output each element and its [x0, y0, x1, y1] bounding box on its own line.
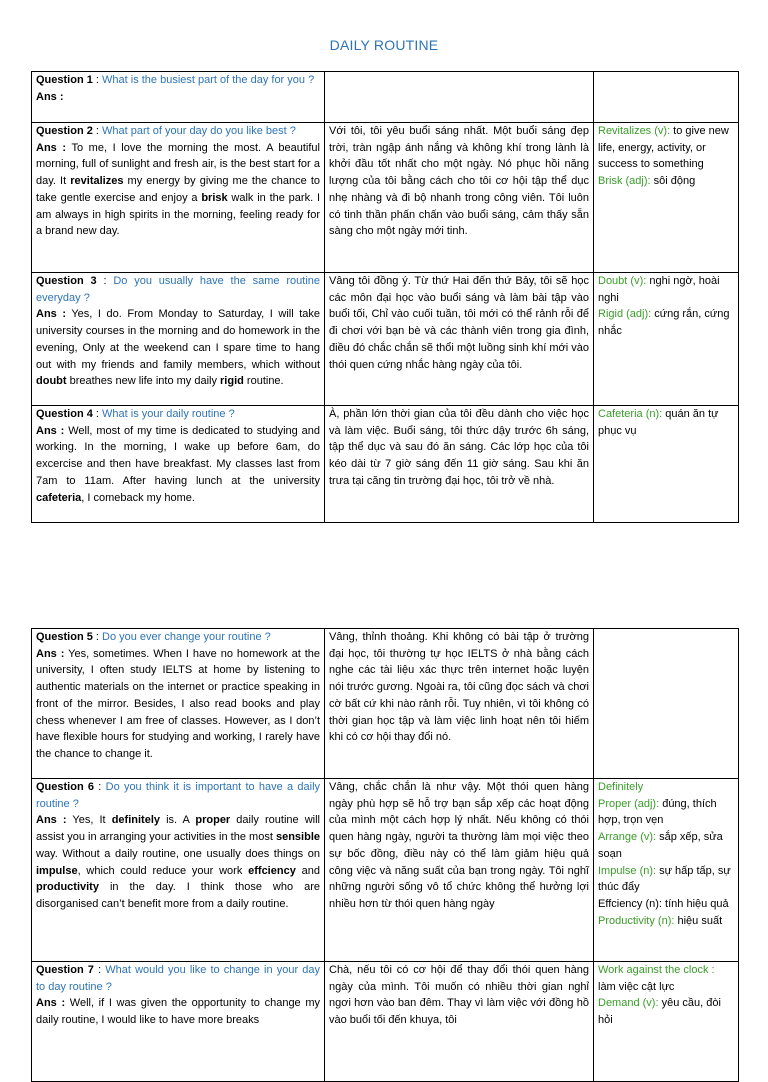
answer-text: and: [295, 864, 320, 877]
translation-text: Vâng, thỉnh thoảng. Khi không có bài tập ở trường đại học, tôi thường tự học IELTS ở nhà bằng cách nghe các tài liệu xác thực trên internet hoặc luyện nói trước gương. Ngoài ra, tôi cũng đọc sách và chơi cờ bất cứ khi nào rảnh rỗi. Tuy nhiên, vì tôi không có thời gian học tập và làm việc linh hoạt nên tôi hiếm khi có cơ hội thay đổi nó.: [329, 631, 589, 744]
answer-text: way. Without a daily routine, one usually does things on: [36, 847, 320, 860]
vocab-term: Work against the clock :: [598, 964, 715, 976]
vietnamese-translation-cell: [325, 273, 594, 406]
answer-text: Well, most of my time is dedicated to studying and working. In the morning, I wake up before 6am, do excercise and then have breakfast. My classes last from 7am to 11am. After having lunch at the university: [36, 424, 320, 487]
english-answer-cell: Question 6 : Do you think it is important to have a daily routine ? Ans : Yes, It definitely is. A proper daily routine will assist you in arranging your activities in the most sensible way. Without a daily routine, one usually does things on impulse, which could reduce your work effciency and productivity in the day. I think those who are disorganised can’t benefit more from a daily routine.: [32, 779, 325, 962]
key-word: revitalizes: [70, 175, 124, 188]
answer-label: Ans :: [36, 424, 65, 437]
vocab-term: Revitalizes (v):: [598, 125, 671, 137]
answer-text: is. A: [160, 814, 196, 827]
vocab-definition: sự hấp tấp, sự thúc đẩy: [598, 864, 731, 894]
translation-text: Với tôi, tôi yêu buổi sáng nhất. Một buổi sáng đẹp trời, tràn ngập ánh nắng và không khí trong lành là khởi đầu tốt nhất cho một ngày. Nó phục hồi năng lượng của tôi bằng cách cho tôi cơ hội tập thể dục nhẹ nhàng và đi bộ nhanh trong công viên. Tôi luôn có tinh thần phấn chấn vào buổi sáng, cảm thấy sẵn sàng cho một ngày mới tinh.: [329, 125, 589, 238]
question-text: Do you ever change your routine ?: [102, 631, 271, 643]
vocab-definition: to give new life, energy, activity, or success to something: [598, 125, 729, 171]
table-row: [32, 123, 739, 273]
answer-text: , which could reduce your work: [77, 864, 249, 877]
answer-text: , I comeback my home.: [81, 491, 195, 504]
key-word: rigid: [220, 375, 244, 388]
question-text: What is the busiest part of the day for you ?: [102, 74, 315, 86]
page-title: DAILY ROUTINE: [329, 37, 439, 53]
answer-label: Ans :: [36, 814, 67, 827]
answer-text: Yes, It: [66, 814, 112, 827]
qa-table-2: [31, 628, 739, 1082]
vietnamese-translation-cell: [325, 123, 594, 273]
question-text: What would you like to change in your day to day routine ?: [36, 964, 321, 993]
english-answer-cell: Question 4 : What is your daily routine ? Ans : Well, most of my time is dedicated to studying and working. In the morning, I wake up before 6am, do excercise and then have breakfast. My classes last from 7am to 11am. After having lunch at the university cafeteria, I comeback my home.: [32, 406, 325, 523]
vietnamese-translation-cell: [325, 779, 594, 962]
vocab-term: Brisk (adj):: [598, 175, 651, 188]
english-answer-cell: Question 3 : Do you usually have the same routine everyday ? Ans : Yes, I do. From Monday to Saturday, I will take university courses in the morning and do homework in the evening, Only at the weekend can I spare time to hang out with my friends and family members, which without doubt breathes new life into my daily rigid routine.: [32, 273, 325, 406]
vietnamese-translation-cell: [325, 962, 594, 1082]
answer-text: routine.: [243, 375, 284, 388]
vocabulary-cell: [594, 123, 739, 273]
english-answer-cell: Question 5 : Do you ever change your routine ? Ans : Yes, sometimes. When I have no homework at the university, I often study IELTS at home by listening to authentic materials on the internet or practice speaking in front of the mirror. Besides, I also read books and play chess whenever I am free of classes. However, as I don’t have flexible hours for studying and working, I rarely have the chance to change it.: [32, 629, 325, 779]
answer-text: Well, if I was given the opportunity to change my daily routine, I would like to have more breaks: [36, 997, 320, 1027]
vocab-term: Impulse (n):: [598, 864, 657, 877]
vocab-definition: cứng rắn, cứng nhắc: [598, 308, 730, 338]
key-word: definitely: [111, 814, 160, 827]
answer-label: Ans :: [36, 647, 65, 660]
question-label: Question 1: [36, 74, 93, 86]
vocab-definition: yêu cầu, đòi hỏi: [598, 997, 721, 1027]
translation-text: À, phần lớn thời gian của tôi đều dành cho việc học và làm việc. Buổi sáng, tôi thức dậy trước 6h sáng, tập thể dục và sau đó ăn sáng. Các lớp học của tôi kéo dài từ 7 giờ sáng đến 11 giờ sáng. Sau khi ăn trưa tại căng tin trường đại học, tôi trở về nhà.: [329, 408, 589, 487]
answer-text: walk in the park. I am always in high spirits in the morning, feeling ready for a brand new day.: [36, 191, 320, 238]
question-label: Question 5: [36, 631, 93, 643]
question-label: Question 6: [36, 781, 95, 793]
vocabulary-cell: [594, 629, 739, 779]
vietnamese-translation-cell: [325, 72, 594, 123]
question-text: Do you think it is important to have a daily routine ?: [36, 781, 321, 810]
answer-text: Yes, I do. From Monday to Saturday, I will take university courses in the morning and do homework in the evening, Only at the weekend can I spare time to hang out with my friends and family members, which without: [36, 308, 321, 371]
key-word: effciency: [248, 864, 296, 877]
table-row: [32, 406, 739, 523]
vocab-term: Arrange (v):: [598, 831, 657, 844]
vocab-item: [598, 829, 734, 862]
table-row: [32, 962, 739, 1082]
vocab-item: [598, 273, 734, 306]
vocabulary-cell: [594, 72, 739, 123]
vocab-term: Definitely: [598, 781, 644, 793]
answer-text: Yes, sometimes. When I have no homework at the university, I often study IELTS at home by listening to authentic materials on the internet or practice speaking in front of the mirror. Besides, I also read books and play chess whenever I am free of classes. However, as I don’t have flexible hours for studying and working, I rarely have the chance to change it.: [36, 647, 320, 760]
vocab-definition: đúng, thích hợp, trọn vẹn: [598, 797, 717, 827]
answer-text: my energy by giving me the chance to take gentle exercise and enjoy a: [36, 175, 321, 204]
qa-table-1: [31, 71, 739, 523]
vocab-item: [598, 913, 734, 930]
table-row: [32, 779, 739, 962]
vocab-term: Cafeteria (n):: [598, 408, 663, 420]
vocabulary-cell: [594, 962, 739, 1082]
vocab-definition: quán ăn tự phục vụ: [598, 408, 719, 437]
key-word: cafeteria: [36, 491, 82, 504]
key-word: brisk: [201, 191, 228, 204]
key-word: proper: [195, 814, 231, 827]
vocab-term: Doubt (v):: [598, 275, 647, 287]
answer-text: in the day. I think those who are disorganised can’t benefit more from a daily routine.: [36, 881, 320, 910]
question-label: Question 2: [36, 125, 93, 137]
answer-label: Ans :: [36, 141, 67, 154]
table-row: [32, 72, 739, 123]
translation-text: Chà, nếu tôi có cơ hội để thay đổi thói quen hàng ngày của mình. Tôi muốn có nhiều thời gian nghỉ ngơi hơn vào ban đêm. Thay vì làm việc với đồng hồ vào buổi tối đến khuya, tôi: [329, 964, 589, 1027]
vocab-definition: hiệu suất: [674, 914, 723, 927]
answer-label: Ans :: [36, 308, 66, 321]
vocab-item: [598, 896, 734, 913]
answer-text: daily routine will assist you in arranging your activities in the most: [36, 814, 320, 844]
vocabulary-cell: [594, 779, 739, 962]
key-word: sensible: [275, 831, 320, 844]
question-text: Do you usually have the same routine everyday ?: [36, 275, 321, 304]
key-word: doubt: [36, 375, 67, 388]
vocab-term: Proper (adj):: [598, 797, 660, 810]
key-word: productivity: [36, 881, 99, 894]
vocab-item: [598, 962, 734, 995]
answer-text: breathes new life into my daily: [66, 375, 221, 388]
vocabulary-cell: [594, 406, 739, 523]
english-answer-cell: Question 1 : What is the busiest part of the day for you ? Ans :: [32, 72, 325, 123]
vocab-item: [598, 796, 734, 829]
vocabulary-cell: [594, 273, 739, 406]
answer-label: Ans :: [36, 997, 66, 1010]
translation-text: Vâng, chắc chắn là như vậy. Một thói quen hàng ngày phù hợp sẽ hỗ trợ bạn sắp xếp các hoạt động của mình một cách hợp lý nhất. Nếu không có thói quen hàng ngày, người ta thường làm mọi việc theo sự bốc đồng, điều này có thể làm giảm hiệu quả công việc và năng suất của bạn trong ngày. Tôi nghĩ những người sống vô tổ chức không thể hưởng lợi nhiều hơn từ thói quen hàng ngày: [329, 781, 589, 910]
question-label: Question 7: [36, 964, 94, 976]
vocab-item: [598, 779, 734, 796]
english-answer-cell: Question 7 : What would you like to change in your day to day routine ? Ans : Well, if I was given the opportunity to change my daily routine, I would like to have more breaks: [32, 962, 325, 1082]
vocab-term: Productivity (n):: [598, 914, 675, 927]
english-answer-cell: Question 2 : What part of your day do you like best ? Ans : To me, I love the morning the most. A beautiful morning, full of sunlight and fresh air, is the best start for a day. It revitalizes my energy by giving me the chance to take gentle exercise and enjoy a brisk walk in the park. I am always in high spirits in the morning, feeling ready for a brand new day.: [32, 123, 325, 273]
vocab-term: Rigid (adj):: [598, 308, 652, 321]
vocab-item: [598, 406, 734, 439]
answer-text: To me, I love the morning the most. A beautiful morning, full of sunlight and fresh air, is the best start for a day. It: [36, 141, 320, 188]
vocab-item: [598, 123, 734, 173]
table-row: [32, 273, 739, 406]
vietnamese-translation-cell: [325, 629, 594, 779]
vocab-item: [598, 173, 734, 190]
vocab-definition: nghi ngờ, hoài nghi: [598, 275, 720, 304]
table-row: [32, 629, 739, 779]
vocab-definition: Effciency (n): tính hiệu quả: [598, 897, 729, 910]
translation-text: Vâng tôi đồng ý. Từ thứ Hai đến thứ Bảy, tôi sẽ học các môn đại học vào buổi sáng và làm bài tập vào buổi tối, Chỉ vào cuối tuần, tôi mới có thể rảnh rỗi để đi chơi với bạn bè và các thành viên trong gia đình, điều đó chắc chắn sẽ thổi một luồng sinh khí mới vào thói quen cứng nhắc hàng ngày của tôi.: [329, 275, 589, 371]
answer-label: Ans :: [36, 90, 64, 103]
question-label: Question 3: [36, 275, 97, 287]
vocab-item: [598, 863, 734, 896]
key-word: impulse: [36, 864, 78, 877]
vocab-definition: sắp xếp, sửa soạn: [598, 831, 723, 860]
vietnamese-translation-cell: [325, 406, 594, 523]
question-text: What part of your day do you like best ?: [102, 125, 296, 137]
vocab-item: [598, 306, 734, 339]
question-label: Question 4: [36, 408, 93, 420]
vocab-definition: sôi động: [650, 175, 696, 188]
question-text: What is your daily routine ?: [102, 408, 235, 420]
vocab-definition: làm việc cật lực: [598, 980, 675, 993]
vocab-term: Demand (v):: [598, 997, 659, 1010]
